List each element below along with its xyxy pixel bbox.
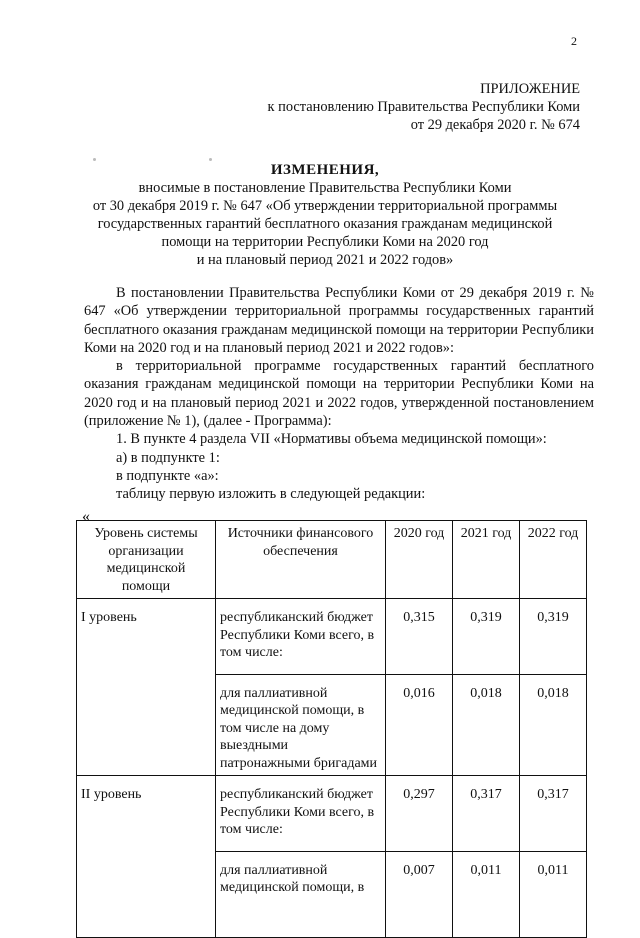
cell-2020: 0,297 bbox=[386, 776, 453, 852]
title-line: помощи на территории Республики Коми на 2020 год bbox=[161, 234, 489, 250]
paragraph: 1. В пункте 4 раздела VII «Нормативы объема медицинской помощи»: bbox=[116, 431, 547, 448]
cell-level: I уровень bbox=[77, 599, 216, 776]
cell-2020: 0,016 bbox=[386, 674, 453, 776]
cell-2022: 0,018 bbox=[520, 674, 587, 776]
header-2020: 2020 год bbox=[386, 521, 453, 599]
cell-2022: 0,317 bbox=[520, 776, 587, 852]
cell-2022: 0,011 bbox=[520, 851, 587, 937]
cell-level: II уровень bbox=[77, 776, 216, 938]
header-source: Источники финансового обеспечения bbox=[216, 521, 386, 599]
header-2022: 2022 год bbox=[520, 521, 587, 599]
cell-2021: 0,018 bbox=[453, 674, 520, 776]
paragraph: а) в подпункте 1: bbox=[116, 449, 220, 466]
appendix-date: от 29 декабря 2020 г. № 674 bbox=[410, 117, 580, 133]
cell-2021: 0,319 bbox=[453, 599, 520, 675]
body-text bbox=[84, 284, 594, 504]
appendix-header bbox=[268, 80, 580, 134]
appendix-title: ПРИЛОЖЕНИЕ bbox=[480, 81, 580, 97]
page-number: 2 bbox=[571, 34, 577, 48]
paragraph: В постановлении Правительства Республики Коми от 29 декабря 2019 г. № 647 «Об утверждении территориальной программы государственных гарантий бесплатного оказания гражданам медицинской помощи на территории Республики Коми на 2020 год и на плановый период 2021 и 2022 годов»: bbox=[84, 285, 594, 356]
table-row bbox=[77, 776, 587, 852]
cell-source: республиканский бюджет Республики Коми всего, в том числе: bbox=[216, 776, 386, 852]
title-line: и на плановый период 2021 и 2022 годов» bbox=[196, 252, 454, 268]
document-title bbox=[60, 161, 590, 269]
cell-2021: 0,317 bbox=[453, 776, 520, 852]
paragraph: в территориальной программе государственных гарантий бесплатного оказания гражданам медицинской помощи на территории Республики Коми на 2020 год и на плановый период 2021 и 2022 годов, утвержденной постановлением (приложение № 1), (далее - Программа): bbox=[84, 358, 594, 430]
cell-2021: 0,011 bbox=[453, 851, 520, 937]
appendix-decree: к постановлению Правительства Республики Коми bbox=[267, 99, 580, 115]
opening-quote: « bbox=[82, 508, 90, 525]
cell-2020: 0,315 bbox=[386, 599, 453, 675]
table-row bbox=[77, 599, 587, 675]
cell-source: для паллиативной медицинской помощи, в том числе на дому выездными патронажными бригадами bbox=[216, 674, 386, 776]
title-line: вносимые в постановление Правительства Республики Коми bbox=[138, 180, 512, 196]
header-level: Уровень системы организации медицинской помощи bbox=[77, 521, 216, 599]
cell-source: республиканский бюджет Республики Коми всего, в том числе: bbox=[216, 599, 386, 675]
title-line: от 30 декабря 2019 г. № 647 «Об утверждении территориальной программы bbox=[92, 198, 558, 214]
paragraph: в подпункте «а»: bbox=[116, 467, 219, 484]
header-2021: 2021 год bbox=[453, 521, 520, 599]
table-header-row bbox=[77, 521, 587, 599]
norms-table bbox=[76, 520, 587, 938]
cell-source: для паллиативной медицинской помощи, в bbox=[216, 851, 386, 937]
title-heading: ИЗМЕНЕНИЯ, bbox=[270, 162, 380, 178]
title-line: государственных гарантий бесплатного оказания гражданам медицинской bbox=[97, 216, 553, 232]
cell-2020: 0,007 bbox=[386, 851, 453, 937]
cell-2022: 0,319 bbox=[520, 599, 587, 675]
paragraph: таблицу первую изложить в следующей редакции: bbox=[116, 486, 426, 503]
